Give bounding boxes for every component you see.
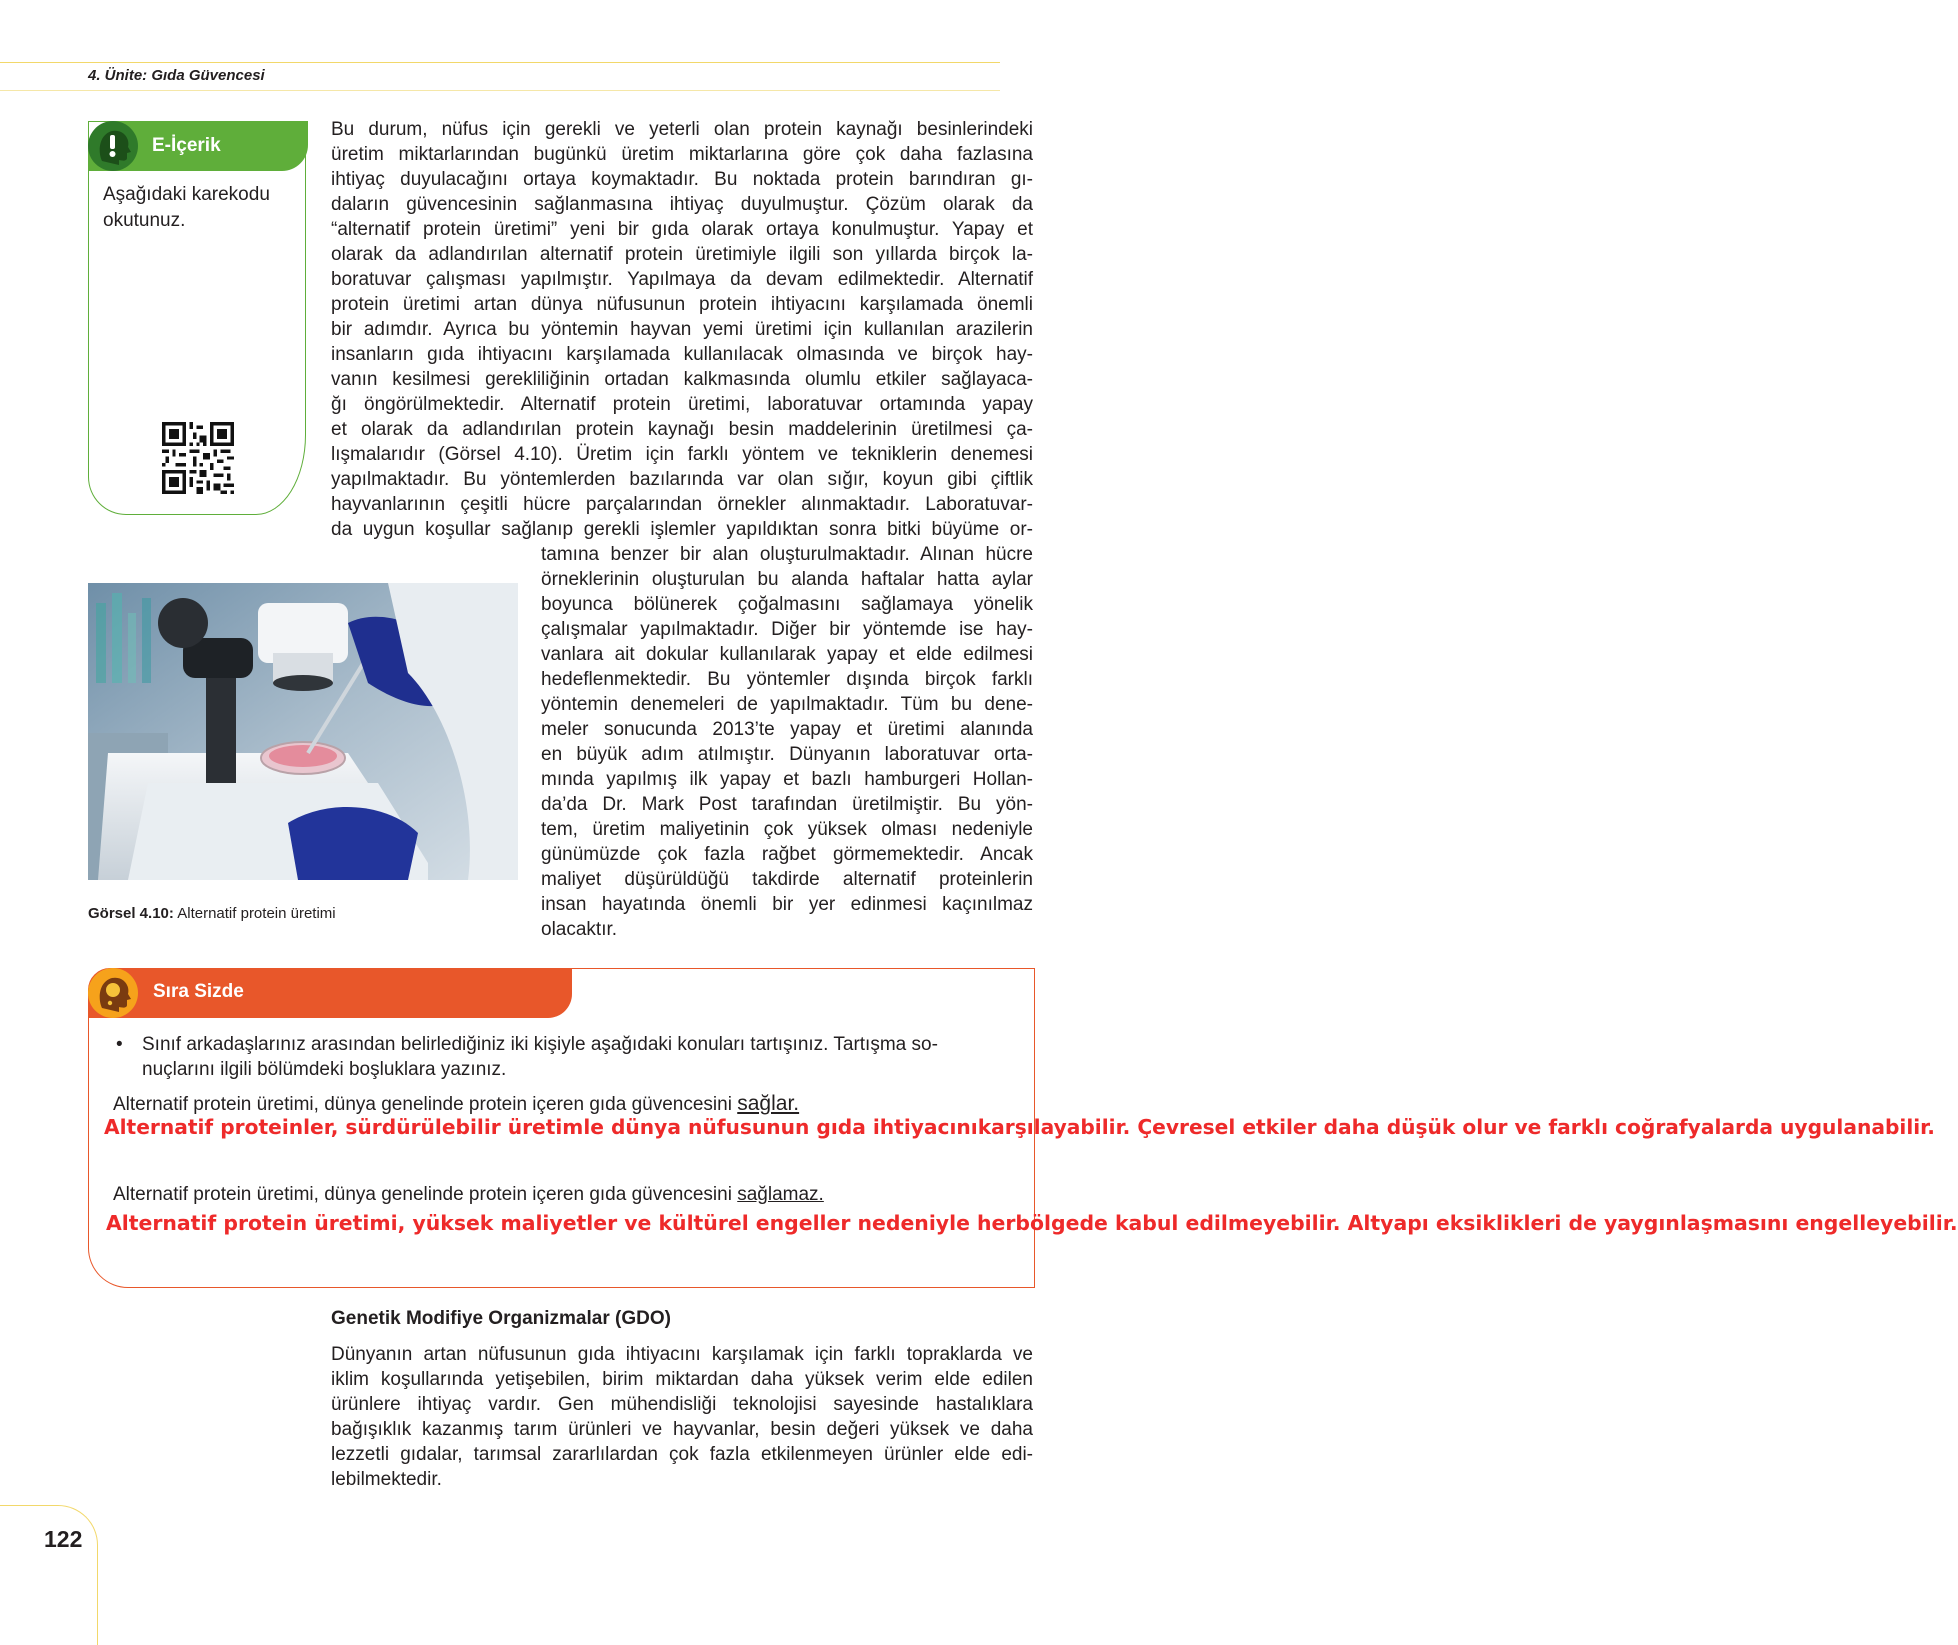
figure-caption [88, 905, 336, 922]
text-line: tamına benzer bir alan oluşturulmaktadır. Alınan hücre [541, 544, 1033, 565]
figure-caption-text: Alternatif protein üretimi [177, 905, 336, 922]
answer-1 [104, 1112, 1935, 1142]
text-line: yapılmaktadır. Bu yöntemlerden bazılarında var olan sığır, koyun gibi çiftlik [331, 469, 1033, 490]
text-line: nuçlarını ilgili bölümdeki boşluklara yazınız. [142, 1059, 507, 1080]
text-line: meler sonucunda 2013’te yapay et üretimi alanında [541, 719, 1033, 740]
bullet-marker: • [116, 1034, 123, 1055]
text-line: yöntemin denemeleri de yapılmaktadır. Tüm bu dene- [541, 694, 1033, 715]
qr-code-icon[interactable] [162, 422, 234, 494]
text-line: lezzetli gıdalar, tarımsal zararlılardan çok fazla etkilenmeyen ürünler elde edi- [331, 1444, 1033, 1465]
text-line: Dünyanın artan nüfusunun gıda ihtiyacını karşılamak için farklı topraklarda ve [331, 1344, 1033, 1365]
text-line: çalışmalar yapılmaktadır. Diğer bir yöntemde ise hay- [541, 619, 1033, 640]
statement-2-key: sağlamaz. [737, 1184, 824, 1205]
text-line: mında yapılmış ilk yapay et bazlı hamburgeri Hollan- [541, 769, 1033, 790]
statement-1-key: sağlar. [737, 1092, 800, 1115]
text-line: ihtiyaç duyulacağını ortaya koymaktadır. Bu noktada protein barındıran gı- [331, 169, 1033, 190]
text-line: et olarak da adlandırılan protein kaynağı besin maddelerinin üretilmesi ça- [331, 419, 1033, 440]
text-line: “alternatif protein üretimi” yeni bir gıda olarak ortaya konulmuştur. Yapay et [331, 219, 1033, 240]
sira-sizde-title: Sıra Sizde [153, 981, 244, 1002]
text-line: ğı öngörülmektedir. Alternatif protein üretimi, laboratuvar ortamında yapay [331, 394, 1033, 415]
text-line: bölgede kabul edilmeyebilir. Altyapı eksiklikleri de yaygınlaşmasını engelleyebilir. [1015, 1211, 1958, 1235]
text-line: maliyet düşürüldüğü takdirde alternatif proteinlerin [541, 869, 1033, 890]
text-line: Alternatif proteinler, sürdürülebilir üretimle dünya nüfusunun gıda ihtiyacını [104, 1115, 978, 1139]
text-line: protein üretimi artan dünya nüfusunun protein ihtiyacını karşılamada önemli [331, 294, 1033, 315]
text-line: insanların gıda ihtiyacını karşılamada kullanılacak olmasında ve birçok hay- [331, 344, 1033, 365]
text-line: da uygun koşullar sağlanıp gerekli işlemler yapıldıktan sonra bitki büyüme or- [331, 519, 1033, 540]
text-line: ürünlere ihtiyaç vardır. Gen mühendisliği teknolojisi sayesinde hastalıklara [331, 1394, 1033, 1415]
text-line: boyunca bölünerek çoğalmasını sağlamaya yönelik [541, 594, 1033, 615]
text-line: insan hayatında önemli bir yer edinmesi kaçınılmaz [541, 894, 1033, 915]
statement-2 [113, 1184, 824, 1206]
statement-1-text: Alternatif protein üretimi, dünya genelinde protein içeren gıda güvencesini [113, 1094, 732, 1115]
text-line: tem, üretim maliyetinin çok yüksek olması nedeniyle [541, 819, 1033, 840]
text-line: daların güvencesinin sağlanmasına ihtiyaç duyulmuştur. Çözüm olarak da [331, 194, 1033, 215]
text-line: Alternatif protein üretimi, yüksek maliyetler ve kültürel engeller nedeniyle her [106, 1211, 1016, 1235]
text-line: lışmalarıdır (Görsel 4.10). Üretim için farklı yöntem ve tekniklerin denemesi [331, 444, 1033, 465]
text-line: lebilmektedir. [331, 1469, 442, 1490]
sira-sizde-instruction [142, 1032, 1017, 1082]
gdo-heading: Genetik Modifiye Organizmalar (GDO) [331, 1308, 671, 1329]
exclamation-head-icon [88, 121, 138, 171]
text-line: hayvanlarının çeşitli hücre parçalarından örnekler alınmaktadır. Laboratuvar- [331, 494, 1033, 515]
header-rule [0, 62, 1000, 63]
text-line: en büyük adım atılmıştır. Dünyanın laboratuvar orta- [541, 744, 1033, 765]
body-paragraph-1 [331, 117, 1033, 542]
text-line: olarak da adlandırılan alternatif protein üretimiyle ilgili son yıllarda birçok la- [331, 244, 1033, 265]
text-line: vanlara ait dokular kullanılarak yapay et elde edilmesi [541, 644, 1033, 665]
text-line: vanın kesilmesi gerekliliğinin ortadan kalkmasında olumlu etkiler sağlayaca- [331, 369, 1033, 390]
text-line: örneklerinin oluşturulan bu alanda haftalar hatta aylar [541, 569, 1033, 590]
thinking-head-icon [88, 968, 138, 1018]
gdo-paragraph [331, 1342, 1033, 1492]
page-number: 122 [44, 1526, 83, 1552]
e-icerik-instruction: Aşağıdaki karekodu okutunuz. [103, 184, 270, 231]
statement-2-text: Alternatif protein üretimi, dünya genelinde protein içeren gıda güvencesini [113, 1184, 732, 1205]
unit-title: 4. Ünite: Gıda Güvencesi [88, 67, 265, 84]
text-line: Sınıf arkadaşlarınız arasından belirlediğiniz iki kişiyle aşağıdaki konuları tartışınız. Tartışma so- [142, 1034, 938, 1055]
text-line: boratuvar çalışması yapılmıştır. Yapılmaya da devam edilmektedir. Alternatif [331, 269, 1033, 290]
text-line: da’da Dr. Mark Post tarafından üretilmiştir. Bu yön- [541, 794, 1033, 815]
figure-label: Görsel 4.10: [88, 905, 174, 922]
body-paragraph-1-continued [541, 542, 1033, 942]
text-line: olacaktır. [541, 919, 618, 940]
text-line: bağışıklık kazanmış tarım ürünleri ve hayvanlar, besin değeri yüksek ve daha [331, 1419, 1033, 1440]
text-line: üretim miktarlarından bugünkü üretim miktarlarına göre çok daha fazlasına [331, 144, 1033, 165]
answer-2 [106, 1208, 1958, 1238]
e-icerik-title: E-İçerik [152, 135, 221, 156]
header-rule-lower [0, 90, 1000, 91]
text-line: günümüzde çok fazla rağbet görmemektedir. Ancak [541, 844, 1033, 865]
text-line: iklim koşullarında yetişebilen, birim miktardan daha yüksek verim elde edilen [331, 1369, 1033, 1390]
text-line: Bu durum, nüfus için gerekli ve yeterli olan protein kaynağı besinlerindeki [331, 119, 1033, 140]
text-line: bir adımdır. Ayrıca bu yöntemin hayvan yemi üretimi için kullanılan arazilerin [331, 319, 1033, 340]
text-line: karşılayabilir. Çevresel etkiler daha düşük olur ve farklı coğrafyalarda uygulanabilir. [977, 1115, 1935, 1139]
text-line: hedeflenmektedir. Bu yöntemler dışında birçok farklı [541, 669, 1033, 690]
lab-photo [88, 583, 518, 880]
